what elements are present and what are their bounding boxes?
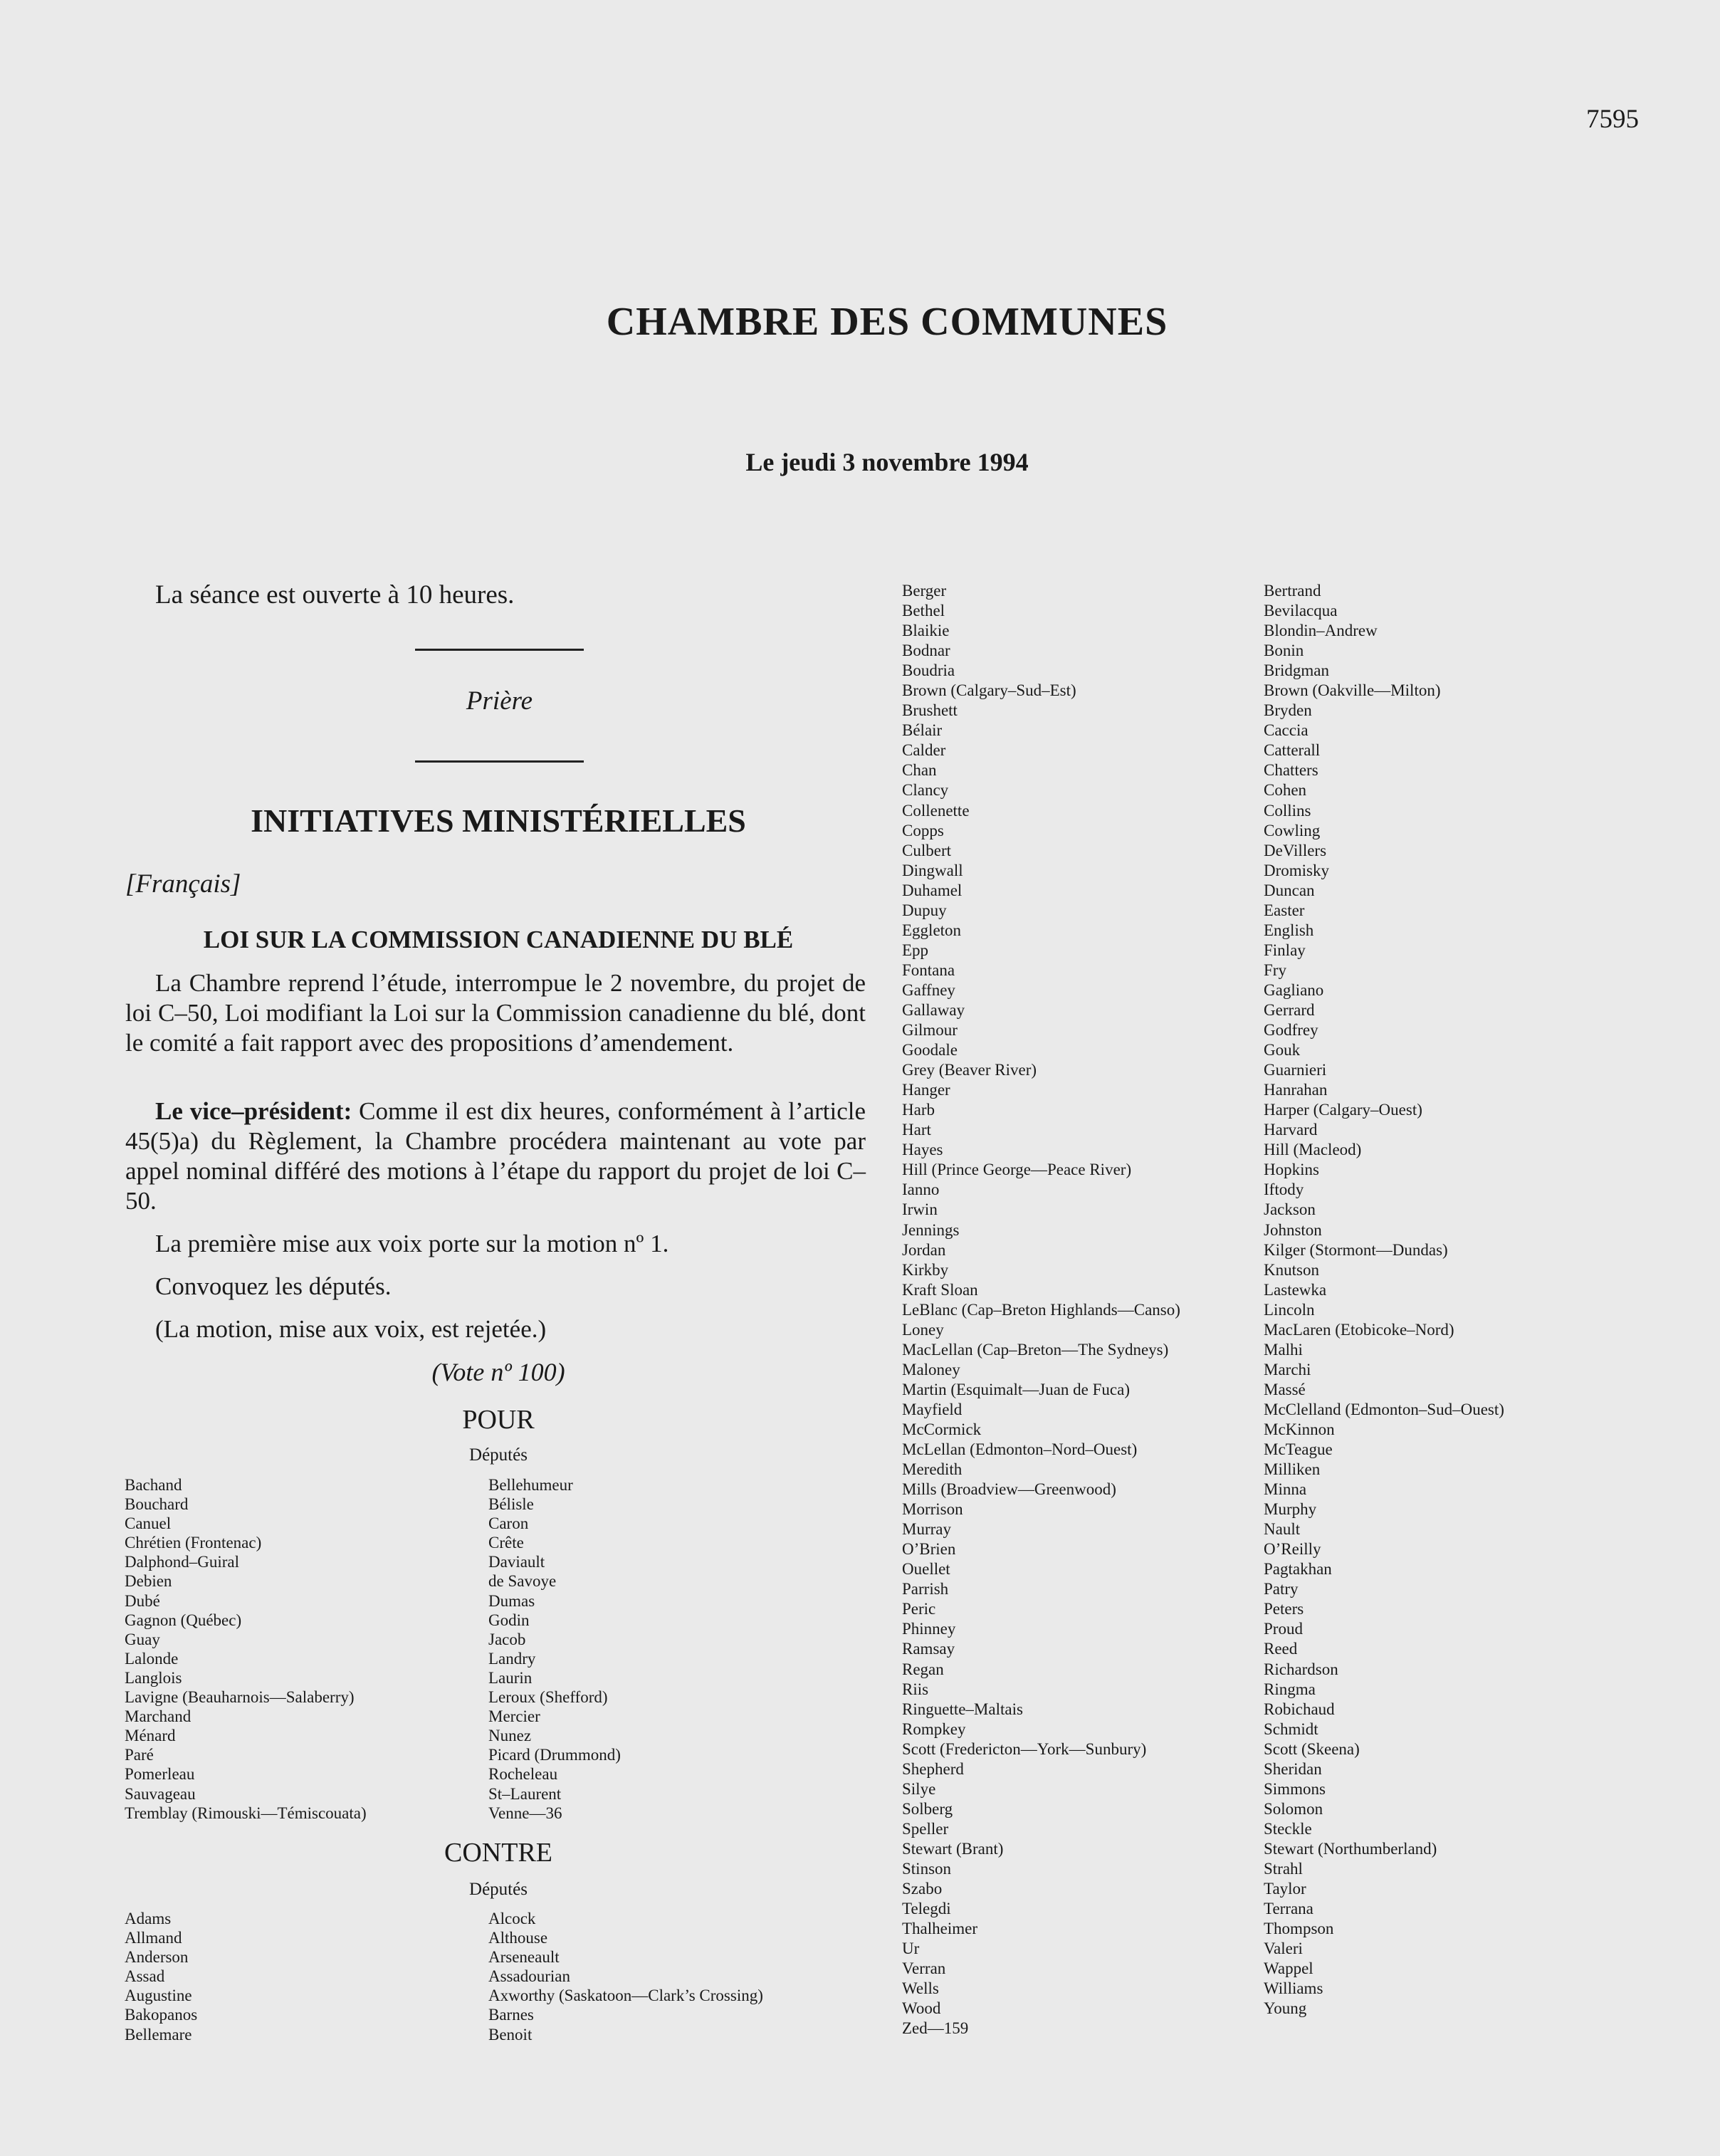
member-name: Mills (Broadview—Greenwood) [902,1480,1116,1499]
member-name: Simmons [1264,1779,1326,1798]
member-name: Clancy [902,781,949,800]
member-name: Laurin [488,1668,533,1687]
member-name: Hart [902,1121,931,1139]
member-name: Young [1264,1999,1307,2018]
pour-column-1 [125,1475,367,1823]
member-name: Mercier [488,1707,540,1726]
member-name: Hopkins [1264,1161,1319,1179]
member-name: Copps [902,821,944,839]
member-name: Duncan [1264,881,1315,899]
member-name: Ianno [902,1181,940,1199]
member-name: Taylor [1264,1880,1306,1898]
paragraph [125,1097,866,1216]
member-name: Lincoln [1264,1300,1315,1319]
member-name: Kraft Sloan [902,1280,978,1299]
member-name: Wells [902,1979,939,1998]
member-name: Bodnar [902,642,950,660]
member-name: Strahl [1264,1860,1303,1878]
member-name: Knutson [1264,1260,1319,1279]
member-name: Easter [1264,901,1305,919]
member-name: Zed—159 [902,2019,969,2038]
member-name: Harper (Calgary–Ouest) [1264,1101,1422,1119]
member-name: Calder [902,741,946,760]
member-name: Dumas [488,1591,535,1610]
member-name: Picard (Drummond) [488,1746,621,1764]
member-name: Chatters [1264,761,1318,780]
member-name: McTeague [1264,1440,1333,1459]
member-name: Ramsay [902,1640,955,1658]
member-name: Grey (Beaver River) [902,1061,1037,1079]
member-name: Catterall [1264,741,1321,760]
member-name: McKinnon [1264,1420,1335,1438]
member-name: Jordan [902,1240,946,1259]
member-name: Harb [902,1101,935,1119]
member-name: Kirkby [902,1260,949,1279]
member-name: Schmidt [1264,1720,1318,1738]
member-name: Maloney [902,1360,960,1378]
member-name: English [1264,921,1314,939]
pour-heading: POUR [462,1405,535,1435]
prayer-label: Prière [466,686,533,716]
member-name: Bethel [902,602,945,620]
divider [415,649,584,651]
member-name: Adams [125,1910,172,1927]
member-name: Gilmour [902,1021,958,1040]
member-name: Meredith [902,1460,963,1479]
vote-number: (Vote nº 100) [431,1358,565,1386]
member-name: Harvard [1264,1121,1318,1139]
member-name: Assadourian [488,1967,570,1986]
member-name: Gerrard [1264,1000,1315,1019]
member-name: Jacob [488,1630,526,1648]
member-name: Marchand [125,1707,192,1726]
member-name: Murray [902,1520,951,1539]
member-name: Augustine [125,1987,192,2005]
member-name: Hayes [902,1141,943,1159]
member-name: Massé [1264,1380,1306,1398]
member-name: Patry [1264,1580,1299,1598]
member-name: Reed [1264,1640,1298,1658]
contre-column-4 [1264,581,1504,2019]
member-name: Proud [1264,1620,1303,1638]
member-name: Speller [902,1819,949,1838]
paragraph: (La motion, mise aux voix, est rejetée.) [155,1315,547,1343]
page-number: 7595 [1586,105,1639,134]
member-name: Godin [488,1611,530,1629]
member-name: Tremblay (Rimouski—Témiscouata) [125,1804,367,1822]
member-name: Richardson [1264,1660,1338,1678]
member-name: Venne—36 [488,1804,562,1822]
member-name: Marchi [1264,1360,1311,1378]
member-name: Lavigne (Beauharnois—Salaberry) [125,1688,355,1707]
member-name: Thompson [1264,1920,1334,1938]
pour-column-2 [488,1475,621,1823]
member-name: Dingwall [902,861,963,879]
member-name: O’Reilly [1264,1540,1321,1559]
member-name: Regan [902,1660,944,1678]
member-name: Terrana [1264,1900,1313,1918]
member-name: Boudria [902,661,955,680]
member-name: Landry [488,1649,536,1668]
member-name: Culbert [902,841,951,859]
member-name: Nunez [488,1727,532,1745]
member-name: Anderson [125,1948,189,1967]
contre-column-1 [125,1909,197,2044]
member-name: Valeri [1264,1940,1303,1958]
member-name: Sheridan [1264,1759,1322,1778]
member-name: Dupuy [902,901,947,919]
member-name: Cowling [1264,821,1321,839]
member-name: Althouse [488,1929,548,1947]
member-name: Kilger (Stormont—Dundas) [1264,1240,1448,1259]
pour-subheading: Députés [469,1445,528,1465]
member-name: Bouchard [125,1495,189,1514]
member-name: Phinney [902,1620,956,1638]
member-name: Barnes [488,2006,534,2024]
member-name: Fontana [902,961,955,979]
member-name: O’Brien [902,1540,956,1559]
member-name: Szabo [902,1880,943,1898]
member-name: Rompkey [902,1720,966,1738]
opening-statement: La séance est ouverte à 10 heures. [155,580,515,609]
member-name: Murphy [1264,1500,1317,1519]
member-name: Bakopanos [125,2006,198,2024]
member-name: Jennings [902,1220,960,1239]
member-name: MacLaren (Etobicoke–Nord) [1264,1320,1454,1339]
member-name: Fry [1264,961,1286,979]
member-name: Stewart (Brant) [902,1839,1004,1858]
member-name: Ménard [125,1727,176,1745]
speaker-name: Le vice–président: [155,1097,352,1125]
member-name: Gouk [1264,1041,1301,1059]
member-name: Riis [902,1680,929,1698]
member-name: Allmand [125,1929,182,1947]
member-name: Debien [125,1572,172,1591]
member-name: St–Laurent [488,1784,562,1803]
member-name: Scott (Fredericton—York—Sunbury) [902,1739,1147,1758]
paragraph-text: Comme il est dix heures, conformément à l’article 45(5)a) du Règlement, la Chambre procédera maintenant au vote par appel nominal différé des motions à l’étape du rapport du projet de loi C–50. [125,1097,866,1215]
member-name: McClelland (Edmonton–Sud–Ouest) [1264,1400,1504,1418]
member-name: Goodale [902,1041,958,1059]
member-name: DeVillers [1264,841,1327,859]
member-name: Telegdi [902,1900,951,1918]
member-name: Jackson [1264,1200,1316,1219]
contre-column-2 [488,1909,763,2044]
member-name: Canuel [125,1514,172,1533]
member-name: Loney [902,1320,944,1339]
member-name: Lastewka [1264,1280,1327,1299]
member-name: Assad [125,1967,165,1986]
member-name: Pomerleau [125,1765,195,1784]
member-name: Peters [1264,1600,1304,1618]
language-tag: [Français] [125,869,241,899]
member-name: McCormick [902,1420,982,1438]
member-name: Bevilacqua [1264,602,1338,620]
member-name: Gagnon (Québec) [125,1611,242,1629]
member-name: Silye [902,1779,936,1798]
member-name: Williams [1264,1979,1323,1998]
contre-column-3 [902,581,1180,2039]
member-name: Guay [125,1630,160,1648]
section-title: INITIATIVES MINISTÉRIELLES [251,802,746,839]
member-name: Johnston [1264,1220,1322,1239]
member-name: Verran [902,1959,946,1978]
member-name: Chrétien (Frontenac) [125,1534,262,1552]
member-name: Crête [488,1534,524,1552]
member-name: Guarnieri [1264,1061,1327,1079]
member-name: Shepherd [902,1759,964,1778]
member-name: Hanger [902,1081,950,1099]
member-name: Daviault [488,1553,545,1571]
contre-subheading: Députés [469,1880,528,1899]
member-name: Morrison [902,1500,963,1519]
member-name: Chan [902,761,937,780]
sitting-date: Le jeudi 3 novembre 1994 [745,448,1029,476]
member-name: Parrish [902,1580,949,1598]
member-name: Sauvageau [125,1784,196,1803]
member-name: Gallaway [902,1000,965,1019]
page-title: CHAMBRE DES COMMUNES [606,300,1168,344]
paragraph: La première mise aux voix porte sur la motion nº 1. [155,1230,669,1257]
member-name: Bertrand [1264,582,1321,600]
member-name: Peric [902,1600,936,1618]
member-name: Dubé [125,1591,160,1610]
member-name: Rocheleau [488,1765,558,1784]
member-name: Bonin [1264,642,1304,660]
member-name: Pagtakhan [1264,1560,1332,1579]
member-name: Bellemare [125,2025,192,2044]
member-name: Lalonde [125,1649,179,1668]
member-name: Arseneault [488,1948,560,1967]
member-name: Finlay [1264,941,1306,959]
member-name: Blaikie [902,622,950,640]
member-name: Blondin–Andrew [1264,622,1378,640]
member-name: Minna [1264,1480,1307,1499]
member-name: Collins [1264,801,1311,820]
member-name: Robichaud [1264,1700,1335,1718]
member-name: Bridgman [1264,661,1329,680]
member-name: Milliken [1264,1460,1321,1479]
bill-title: LOI SUR LA COMMISSION CANADIENNE DU BLÉ [203,926,794,953]
member-name: Caccia [1264,721,1309,740]
member-name: Ringma [1264,1680,1316,1698]
member-name: MacLellan (Cap–Breton—The Sydneys) [902,1340,1169,1359]
member-name: Bachand [125,1476,182,1494]
member-name: Stinson [902,1860,952,1878]
member-name: Stewart (Northumberland) [1264,1839,1437,1858]
paragraph: Convoquez les députés. [155,1272,392,1300]
member-name: Berger [902,582,947,600]
member-name: Gaffney [902,980,955,999]
member-name: Langlois [125,1668,182,1687]
member-name: Bryden [1264,701,1312,720]
contre-heading: CONTRE [444,1838,552,1868]
member-name: Hanrahan [1264,1081,1328,1099]
member-name: Benoit [488,2025,533,2044]
member-name: Solomon [1264,1799,1323,1818]
member-name: Martin (Esquimalt—Juan de Fuca) [902,1380,1131,1398]
member-name: Ouellet [902,1560,950,1579]
member-name: Hill (Prince George—Peace River) [902,1161,1132,1179]
member-name: Bélair [902,721,943,740]
member-name: Paré [125,1746,154,1764]
member-name: Ringuette–Maltais [902,1700,1023,1718]
member-name: Brown (Oakville—Milton) [1264,681,1441,700]
member-name: Dromisky [1264,861,1329,879]
member-name: Alcock [488,1910,536,1927]
divider [415,760,584,763]
paragraph: La Chambre reprend l’étude, interrompue le 2 novembre, du projet de loi C–50, Loi modifiant la Loi sur la Commission canadienne du blé, dont le comité a fait rapport avec des propositions d’amendement. [125,969,866,1057]
member-name: Gagliano [1264,980,1324,999]
member-name: Ur [902,1940,920,1958]
member-name: Hill (Macleod) [1264,1141,1362,1159]
member-name: LeBlanc (Cap–Breton Highlands—Canso) [902,1300,1180,1319]
member-name: Epp [902,941,929,959]
member-name: Wappel [1264,1959,1313,1978]
member-name: de Savoye [488,1572,557,1591]
member-name: Caron [488,1514,529,1533]
member-name: Iftody [1264,1181,1304,1199]
member-name: Solberg [902,1799,953,1818]
member-name: McLellan (Edmonton–Nord–Ouest) [902,1440,1138,1459]
member-name: Wood [902,1999,941,2018]
member-name: Malhi [1264,1340,1303,1359]
member-name: Bellehumeur [488,1476,573,1494]
member-name: Mayfield [902,1400,963,1418]
member-name: Collenette [902,801,970,820]
member-name: Irwin [902,1200,938,1219]
member-name: Nault [1264,1520,1301,1539]
member-name: Scott (Skeena) [1264,1739,1360,1758]
member-name: Eggleton [902,921,962,939]
member-name: Brushett [902,701,958,720]
member-name: Godfrey [1264,1021,1318,1040]
member-name: Bélisle [488,1495,534,1514]
member-name: Duhamel [902,881,963,899]
member-name: Cohen [1264,781,1307,800]
member-name: Steckle [1264,1819,1312,1838]
member-name: Axworthy (Saskatoon—Clark’s Crossing) [488,1987,763,2005]
member-name: Brown (Calgary–Sud–Est) [902,681,1076,700]
member-name: Dalphond–Guiral [125,1553,239,1571]
member-name: Leroux (Shefford) [488,1688,608,1707]
member-name: Thalheimer [902,1920,978,1938]
